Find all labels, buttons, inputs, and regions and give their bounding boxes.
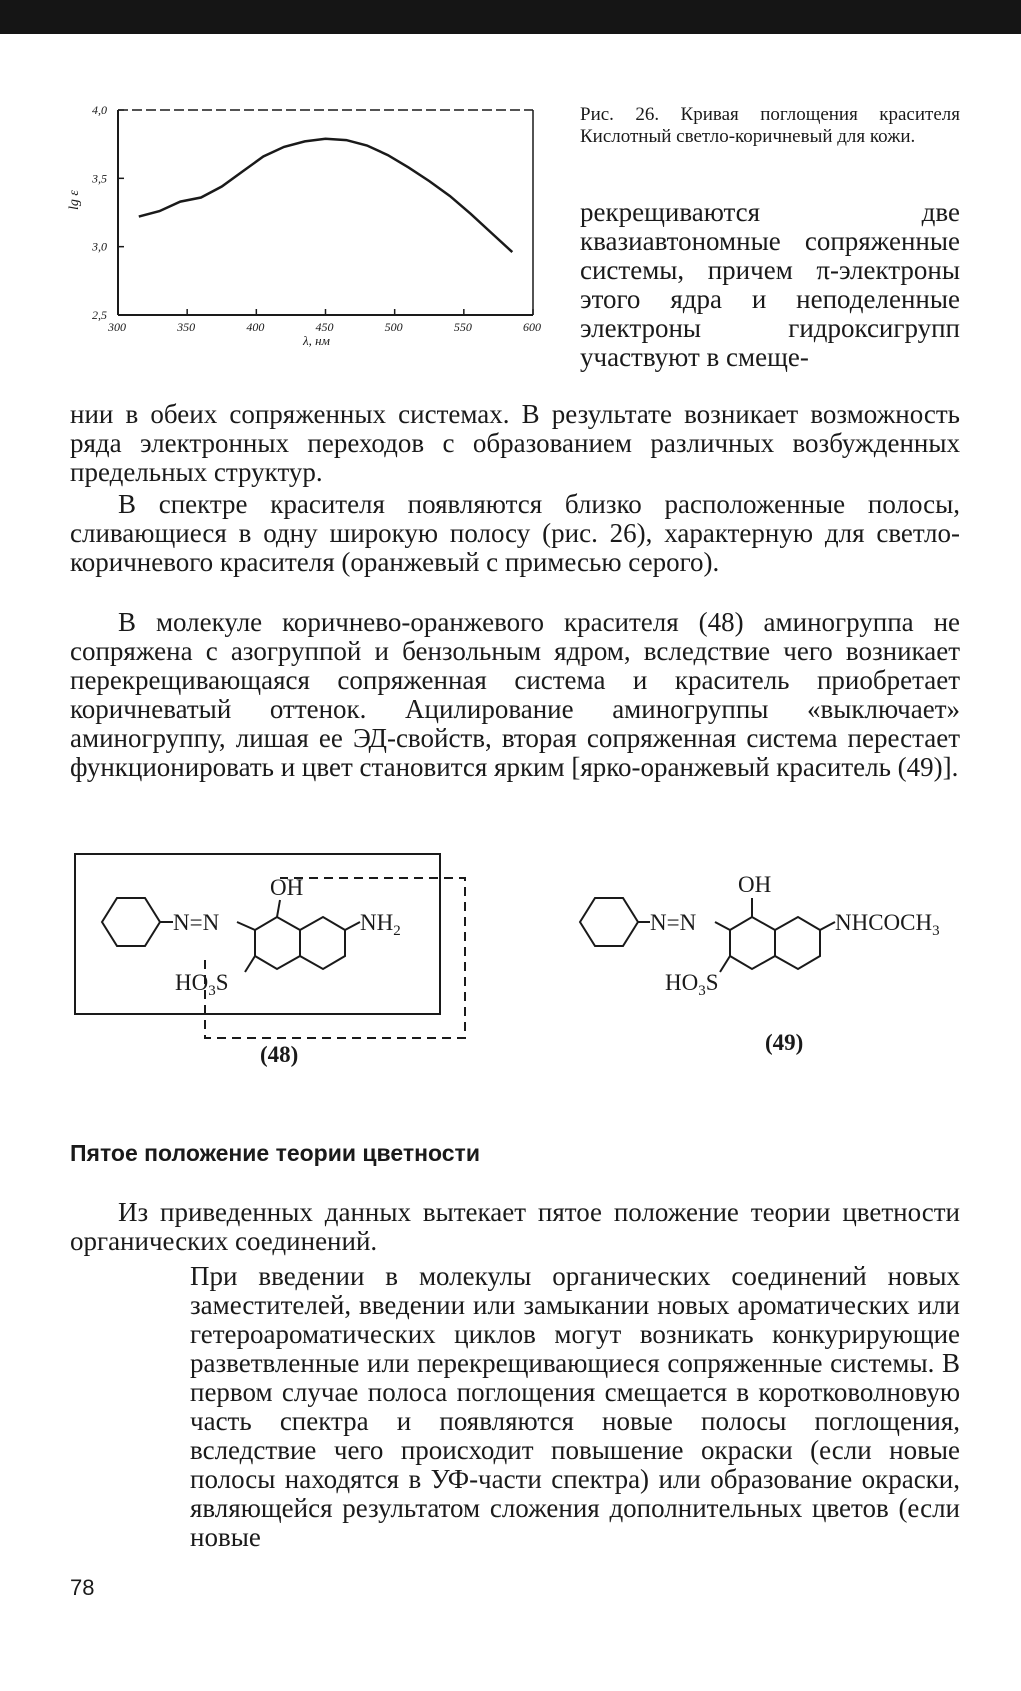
y-tick-label: 4,0 — [92, 103, 107, 117]
paragraph-1-side: рекрещиваются две квазиавтономные сопряженные системы, причем π-электроны этого ядра и неподеленные электроны гидроксигрупп участвуют в смеще- — [580, 197, 960, 372]
structure-48-label: (48) — [260, 1042, 299, 1067]
chart-x-label: λ, нм — [303, 333, 330, 348]
x-tick-label: 450 — [315, 320, 334, 334]
hydroxyl-label: OH — [738, 872, 772, 897]
structure-49-label: (49) — [765, 1030, 804, 1055]
hydroxyl-label: OH — [270, 875, 304, 900]
absorption-chart — [67, 100, 558, 390]
page-number: 78 — [70, 1575, 95, 1600]
naphthalene-ring-right — [775, 917, 820, 969]
structure-49 — [560, 860, 1000, 1060]
figure-caption: Рис. 26. Кривая поглощения красителя Кислотный светло-коричневый для кожи. — [580, 104, 960, 147]
azo-group-label: N=N — [173, 910, 220, 935]
absorption-curve — [139, 139, 513, 252]
benzene-ring — [580, 898, 638, 946]
paragraph-1-full: нии в обеих сопряженных системах. В результате возникает возможность ряда электронных переходов с образованием различных возбужденных предельных структур. — [70, 399, 960, 487]
y-tick-label: 3,0 — [92, 239, 107, 254]
x-tick-label: 550 — [453, 320, 472, 334]
x-tick-label: 600 — [523, 320, 541, 334]
x-tick-label: 500 — [384, 320, 403, 334]
x-tick-label: 300 — [108, 320, 126, 334]
sulfo-label: $HO_3S$ — [665, 970, 719, 999]
benzene-ring — [102, 898, 160, 946]
acetylamino-label: $NHCOCH_3$ — [835, 910, 940, 939]
y-tick-label: 3,5 — [92, 171, 107, 186]
amino-label: $NH_2$ — [360, 910, 401, 939]
structure-48 — [55, 850, 475, 1070]
paragraph-3: В молекуле коричнево-оранжевого красителя (48) аминогруппа не сопряжена с азогруппой и бензольным ядром, вследствие чего возникает перекрещивающаяся сопряженная система и краситель приобретает коричневатый оттенок. Ацилирование аминогруппы «выключает» аминогруппу, лишая ее ЭД-свойств, вторая сопряженная система перестает функционировать и цвет становится ярким [ярко-оранжевый краситель (49)]. — [70, 607, 960, 782]
sulfo-label: $HO_3S$ — [175, 970, 229, 999]
x-tick-label: 350 — [177, 320, 196, 334]
section-heading: Пятое положение теории цветности — [70, 1140, 480, 1166]
naphthalene-ring-right — [300, 917, 345, 969]
naphthalene-ring-left — [255, 917, 300, 969]
x-tick-label: 400 — [246, 320, 265, 334]
naphthalene-ring-left — [730, 917, 775, 969]
azo-group-label: N=N — [650, 910, 697, 935]
chart-y-label: lg ε — [67, 190, 82, 210]
paragraph-4: Из приведенных данных вытекает пятое положение теории цветности органических соединений. — [70, 1197, 960, 1256]
paragraph-2: В спектре красителя появляются близко расположенные полосы, сливающиеся в одну широкую полосу (рис. 26), характерную для светло-коричневого красителя (оранжевый с примесью серого). — [70, 489, 960, 577]
paragraph-5: При введении в молекулы органических соединений новых заместителей, введении или замыкании новых ароматических или гетероароматических циклов могут возникать конкурирующие разветвленные или перекрещивающиеся сопряженные системы. В первом случае полоса поглощения смещается в коротковолновую часть спектра и появляются новые полосы поглощения, вследствие чего происходит повышение окраски (если новые полосы находятся в УФ-части спектра) или образование окраски, являющейся результатом сложения дополнительных цветов (если новые — [190, 1261, 960, 1552]
y-tick-label: 2,5 — [92, 308, 107, 322]
page-top-bar — [0, 0, 1021, 34]
chart-ticks — [91, 103, 541, 334]
